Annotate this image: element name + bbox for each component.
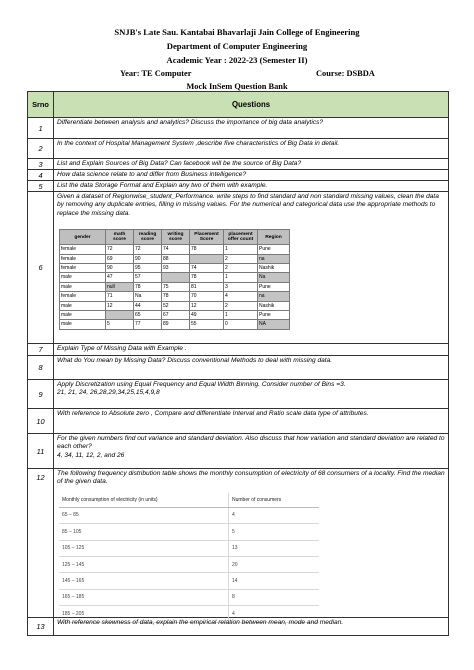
table-cell: Pune xyxy=(258,282,290,291)
table-row xyxy=(59,540,319,556)
question-text: With reference skewness of data, explain the empirical relation between mean, mode and median. xyxy=(57,619,344,626)
consumption-table-header-row xyxy=(59,493,319,508)
table-cell: 1 xyxy=(224,245,258,254)
department-name: Department of Computer Engineering xyxy=(166,41,308,51)
question-number: 8 xyxy=(28,356,54,379)
question-text: In the context of Hospital Management System ,describe five characteristics of Big Data in detail. xyxy=(57,140,340,147)
question-row-3 xyxy=(28,159,448,170)
table-cell: male xyxy=(60,311,106,320)
table-cell: 88 xyxy=(162,254,190,263)
question-table-header xyxy=(28,92,448,118)
table-cell: male xyxy=(60,282,106,291)
table-cell: male xyxy=(60,301,106,310)
question-row-7 xyxy=(28,344,448,356)
question-number: 6 xyxy=(28,192,54,343)
question-text: Apply Discretization using Equal Frequency and Equal Width Binning. Consider number of Bins =3. xyxy=(57,381,346,388)
question-row-9 xyxy=(28,380,448,409)
question-text-block xyxy=(54,434,448,468)
missing-value-cell: na xyxy=(258,292,290,301)
table-cell: 55 xyxy=(190,320,224,329)
question-text: How data science relate to and differ from Business intelligence? xyxy=(57,171,247,178)
college-name: SNJB's Late Sau. Kantabai Bhavarlaji Jain College of Engineering xyxy=(114,27,360,37)
question-text: What do You mean by Missing Data? Discuss conventional Methods to deal with missing data. xyxy=(57,357,333,364)
table-cell: 2 xyxy=(224,264,258,273)
table-cell: 8 xyxy=(229,589,320,605)
questions-header: Questions xyxy=(231,100,271,109)
question-row-13 xyxy=(28,618,448,635)
header-cell: Monthly consumption of electricity (in units) xyxy=(59,493,229,508)
question-number: 10 xyxy=(28,409,54,433)
question-number: 11 xyxy=(28,434,54,468)
question-row-5 xyxy=(28,181,448,192)
question-text: The following frequency distribution table shows the monthly consumption of electricity of 68 consumers of a locality. Find the median of the given data. xyxy=(57,470,445,486)
table-cell: Pune xyxy=(258,245,290,254)
question-table xyxy=(27,91,449,636)
table-row xyxy=(60,264,290,273)
table-row xyxy=(59,589,319,605)
table-cell: 57 xyxy=(134,273,162,282)
missing-value-cell: na xyxy=(258,254,290,263)
table-cell: 5 xyxy=(106,320,134,329)
student-table-header-row xyxy=(60,230,290,245)
question-row-11 xyxy=(28,434,448,469)
header-cell: placement offer count xyxy=(224,230,258,245)
header-cell: math score xyxy=(106,230,134,245)
table-cell: 20 xyxy=(229,557,320,573)
missing-value-cell: null xyxy=(106,282,134,291)
table-cell: 78 xyxy=(190,273,224,282)
question-row-4 xyxy=(28,170,448,181)
document-title: Mock InSem Question Bank xyxy=(186,82,288,91)
table-cell: 89 xyxy=(162,320,190,329)
table-cell: 90 xyxy=(134,254,162,263)
missing-value-cell xyxy=(162,273,190,282)
table-cell: 67 xyxy=(162,311,190,320)
question-row-1 xyxy=(28,118,448,139)
table-cell: 14 xyxy=(229,573,320,589)
table-cell: 0 xyxy=(224,320,258,329)
student-performance-table xyxy=(59,229,290,330)
table-cell: 44 xyxy=(134,301,162,310)
table-row xyxy=(59,524,319,540)
question-text: Given a dataset of Regionwise_student_Performance. write steps to find standard and non standard missing values, clean the data by removing any duplicate entries, filling in missing values. For the numerical and categorical data use the appropriate methods to replace the missing data. xyxy=(57,193,439,217)
table-cell: 5 xyxy=(229,524,320,540)
table-cell: 185 – 205 xyxy=(59,606,229,622)
table-row xyxy=(60,292,290,301)
table-cell: 49 xyxy=(190,311,224,320)
table-cell: 3 xyxy=(224,282,258,291)
year-label: Year: TE Computer xyxy=(120,69,192,78)
table-cell: 74 xyxy=(190,264,224,273)
table-row xyxy=(59,573,319,589)
question-text: List and Explain Sources of Big Data? Can facebook will be the source of Big Data? xyxy=(57,160,302,167)
question-text: Differentiate between analysis and analytics? Discuss the importance of big data analytics? xyxy=(57,119,324,126)
no-label: no xyxy=(39,99,49,109)
table-cell: 13 xyxy=(229,540,320,556)
table-cell: 12 xyxy=(106,301,134,310)
table-cell: 77 xyxy=(134,320,162,329)
table-cell: 4 xyxy=(224,292,258,301)
table-cell: Na xyxy=(134,292,162,301)
table-cell: male xyxy=(60,273,106,282)
table-cell: Nashik xyxy=(258,301,290,310)
question-number: 13 xyxy=(28,618,54,635)
table-cell: 71 xyxy=(106,292,134,301)
table-cell: 52 xyxy=(162,301,190,310)
table-cell: 1 xyxy=(224,273,258,282)
table-cell: 2 xyxy=(224,301,258,310)
table-row xyxy=(60,273,290,282)
missing-value-cell xyxy=(106,311,134,320)
question-data-values: 4, 34, 11, 12, 2, and 26 xyxy=(57,451,125,459)
question-number: 7 xyxy=(28,344,54,355)
sr-no-header xyxy=(28,92,54,117)
table-cell: 70 xyxy=(190,292,224,301)
question-row-6 xyxy=(28,192,448,344)
table-cell: 95 xyxy=(134,264,162,273)
table-cell: 12 xyxy=(190,301,224,310)
electricity-consumption-table xyxy=(59,493,319,623)
table-row xyxy=(60,320,290,329)
table-cell: 2 xyxy=(224,254,258,263)
header-cell: reading score xyxy=(134,230,162,245)
table-cell: 75 xyxy=(162,282,190,291)
table-cell: 78 xyxy=(134,282,162,291)
question-number: 1 xyxy=(28,118,54,138)
question-number: 2 xyxy=(28,139,54,158)
table-cell: 105 – 125 xyxy=(59,540,229,556)
table-cell: 1 xyxy=(224,311,258,320)
question-text-block xyxy=(54,380,448,408)
table-cell: 78 xyxy=(190,245,224,254)
missing-value-cell: Na xyxy=(258,273,290,282)
table-cell: 74 xyxy=(162,245,190,254)
question-number: 3 xyxy=(28,159,54,169)
question-row-10 xyxy=(28,409,448,434)
question-text: With reference to Absolute zero , Compare and differentiate Interval and Ratio scale data type of attributes. xyxy=(57,410,369,417)
table-cell: 65 xyxy=(134,311,162,320)
table-cell: female xyxy=(60,254,106,263)
question-row-8 xyxy=(28,356,448,380)
course-label: Course: DSBDA xyxy=(316,69,375,78)
table-row xyxy=(60,301,290,310)
question-number: 12 xyxy=(28,469,54,617)
question-text-block xyxy=(54,469,448,617)
table-cell: 90 xyxy=(106,264,134,273)
question-text-block xyxy=(54,192,448,343)
table-row xyxy=(59,557,319,573)
table-cell: 47 xyxy=(106,273,134,282)
table-cell: 78 xyxy=(162,292,190,301)
table-cell: 93 xyxy=(162,264,190,273)
table-cell: Pune xyxy=(258,311,290,320)
header-cell: writing score xyxy=(162,230,190,245)
table-cell: male xyxy=(60,320,106,329)
table-cell: 4 xyxy=(229,606,320,622)
header-cell: Region xyxy=(258,230,290,245)
table-cell: 72 xyxy=(134,245,162,254)
table-cell: 125 – 145 xyxy=(59,557,229,573)
question-row-12 xyxy=(28,469,448,618)
table-cell: 145 – 165 xyxy=(59,573,229,589)
question-number: 9 xyxy=(28,380,54,408)
table-row xyxy=(60,245,290,254)
table-row xyxy=(60,311,290,320)
question-row-2 xyxy=(28,139,448,159)
table-cell: 69 xyxy=(106,254,134,263)
table-cell: female xyxy=(60,292,106,301)
table-cell: female xyxy=(60,245,106,254)
header-cell: gender xyxy=(60,230,106,245)
table-row xyxy=(59,507,319,523)
question-text: List the data Storage Format and Explain any two of them with example. xyxy=(57,182,268,189)
question-number: 4 xyxy=(28,170,54,180)
missing-value-cell: NA xyxy=(258,320,290,329)
table-cell: 65 – 85 xyxy=(59,507,229,523)
missing-value-cell xyxy=(190,254,224,263)
header-cell: Placement Score xyxy=(190,230,224,245)
table-row xyxy=(60,282,290,291)
table-cell: female xyxy=(60,264,106,273)
table-cell: 4 xyxy=(229,507,320,523)
question-text: For the given numbers find out variance and standard deviation. Also discuss that how variation and standard deviation are related to each other? xyxy=(57,435,445,451)
table-cell: 81 xyxy=(190,282,224,291)
table-cell: Nashik xyxy=(258,264,290,273)
header-cell: Number of consumers xyxy=(229,493,320,508)
table-cell: 165 – 185 xyxy=(59,589,229,605)
sr-label: Sr xyxy=(32,99,40,109)
question-text: Explain Type of Missing Data with Example . xyxy=(57,345,187,352)
academic-year: Academic Year : 2022-23 (Semester II) xyxy=(166,55,308,65)
question-data-values: 21, 21, 24, 26,28,29,34,25,15,4,9,8 xyxy=(57,389,160,397)
table-cell: 85 – 105 xyxy=(59,524,229,540)
table-row xyxy=(60,254,290,263)
table-cell: 72 xyxy=(106,245,134,254)
question-number: 5 xyxy=(28,181,54,191)
